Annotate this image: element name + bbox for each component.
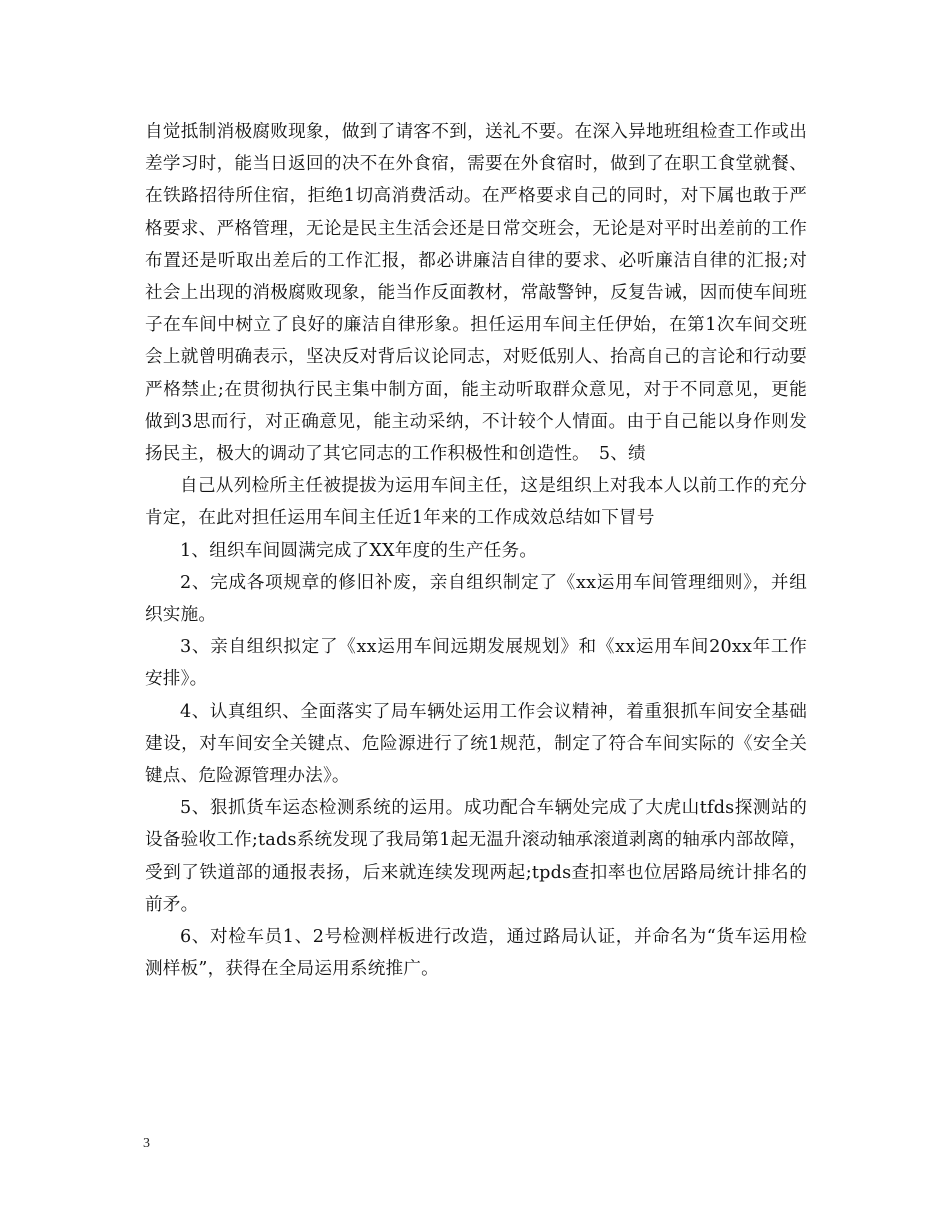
list-item-2: 2、完成各项规章的修旧补废，亲自组织制定了《xx运用车间管理细则》，并组织实施。 xyxy=(145,572,807,626)
page-number: 3 xyxy=(143,1136,150,1151)
list-item-1: 1、组织车间圆满完成了XX年度的生产任务。 xyxy=(180,540,538,561)
document-body xyxy=(145,116,807,985)
list-item-3: 3、亲自组织拟定了《xx运用车间远期发展规划》和《xx运用车间20xx年工作安排》。 xyxy=(145,637,807,690)
list-item-4: 4、认真组织、全面落实了局车辆处运用工作会议精神，着重狠抓车间安全基础建设，对车间安全关键点、危险源进行了统1规范，制定了符合车间实际的《安全关键点、危险源管理办法》。 xyxy=(145,701,807,787)
paragraph-continuation: 自觉抵制消极腐败现象，做到了请客不到，送礼不要。在深入异地班组检查工作或出差学习时，能当日返回的决不在外食宿，需要在外食宿时，做到了在职工食堂就餐、在铁路招待所住宿，拒绝1切高消费活动。在严格要求自己的同时，对下属也敢于严格要求、严格管理，无论是民主生活会还是日常交班会，无论是对平时出差前的工作布置还是听取出差后的工作汇报，都必讲廉洁自律的要求、必听廉洁自律的汇报;对社会上出现的消极腐败现象，能当作反面教材，常敲警钟，反复告诫，因而使车间班子在车间中树立了良好的廉洁自律形象。担任运用车间主任伊始，在第1次车间交班会上就曾明确表示，坚决反对背后议论同志，对贬低别人、抬高自己的言论和行动要严格禁止;在贯彻执行民主集中制方面，能主动听取群众意见，对于不同意见，更能做到3思而行，对正确意见，能主动采纳，不计较个人情面。由于自己能以身作则发扬民主，极大的调动了其它同志的工作积极性和创造性。 5、绩 xyxy=(145,122,807,465)
list-item-5: 5、狠抓货车运态检测系统的运用。成功配合车辆处完成了大虎山tfds探测站的设备验收工作;tads系统发现了我局第1起无温升滚动轴承滚道剥离的轴承内部故障，受到了铁道部的通报表扬，后来就连续发现两起;tpds查扣率也位居路局统计排名的前矛。 xyxy=(145,798,807,915)
paragraph-intro: 自己从列检所主任被提拔为运用车间主任，这是组织上对我本人以前工作的充分肯定，在此对担任运用车间主任近1年来的工作成效总结如下冒号 xyxy=(145,476,807,529)
list-item-6: 6、对检车员1、2号检测样板进行改造，通过路局认证，并命名为“货车运用检测样板”，获得在全局运用系统推广。 xyxy=(145,927,807,980)
